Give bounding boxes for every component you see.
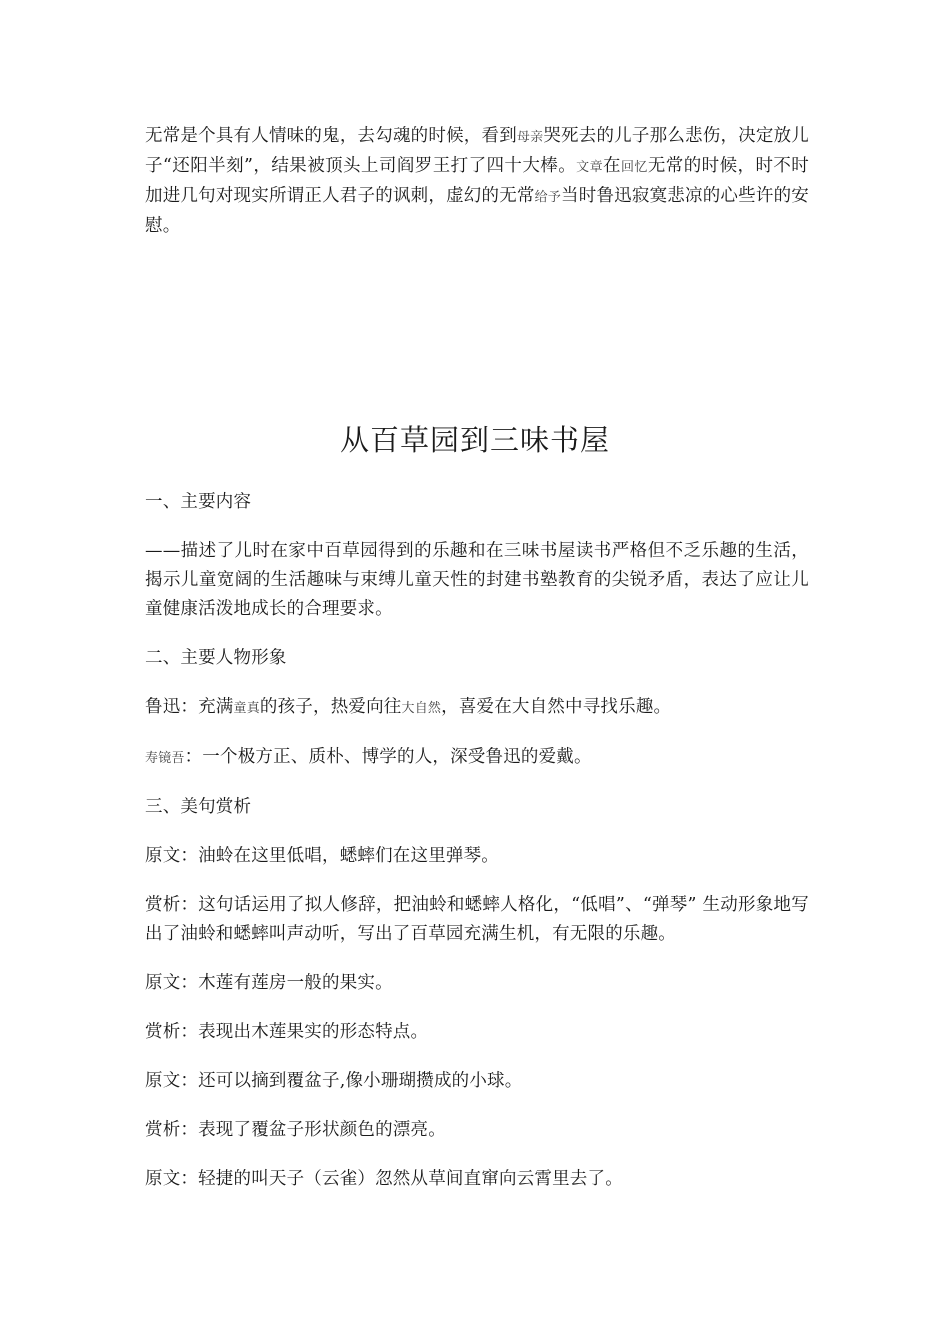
luxun-text-1: 鲁迅：充满 (145, 697, 234, 717)
intro-word-give: 给予 (534, 190, 562, 205)
luxun-text-3: ，喜爱在大自然中寻找乐趣。 (441, 697, 672, 717)
shoujingwu-name: 寿镜吾 (145, 751, 185, 766)
section-heading-sentence-analysis: 三、美句赏析 (145, 797, 252, 817)
intro-text-3: 在 (603, 156, 621, 176)
original-sentence-1: 原文：油蛉在这里低唱，蟋蟀们在这里弹琴。 (145, 846, 499, 866)
luxun-text-2: 的孩子，热爱向往 (259, 697, 402, 717)
luxun-word-nature: 大自然 (401, 701, 442, 716)
intro-text-1: 无常是个具有人情味的鬼，去勾魂的时候，看到 (145, 126, 517, 146)
character-luxun (145, 693, 809, 723)
section-heading-main-content: 一、主要内容 (145, 492, 252, 512)
analysis-1: 赏析：这句话运用了拟人修辞，把油蛉和蟋蟀人格化，“低唱”、“弹琴” 生动形象地写出了油蛉和蟋蟀叫声动听，写出了百草园充满生机，有无限的乐趣。 (145, 895, 809, 944)
document-title: 从百草园到三味书屋 (339, 423, 610, 457)
intro-text-2: 哭死去的儿子那么悲伤，决定放儿子“还阳半刻”，结果被顶头上司阎罗王打了四十大棒。 (145, 126, 809, 176)
intro-word-recall: 回忆 (620, 160, 648, 175)
luxun-word-innocence: 童真 (233, 701, 260, 716)
section-heading-characters: 二、主要人物形象 (145, 648, 287, 668)
shoujingwu-text: ：一个极方正、质朴、博学的人，深受鲁迅的爱戴。 (184, 747, 592, 767)
intro-word-mother: 母亲 (516, 130, 544, 145)
analysis-2: 赏析：表现出木莲果实的形态特点。 (145, 1022, 429, 1042)
analysis-3: 赏析：表现了覆盆子形状颜色的漂亮。 (145, 1120, 446, 1140)
character-shoujingwu (145, 743, 809, 773)
intro-word-article: 文章 (576, 160, 604, 175)
intro-text-5: 当时鲁迅寂寞悲凉的心些许的安慰。 (145, 186, 809, 236)
original-sentence-3: 原文：还可以摘到覆盆子,像小珊瑚攒成的小球。 (145, 1071, 523, 1091)
intro-paragraph (145, 122, 809, 241)
main-content-paragraph: ——描述了儿时在家中百草园得到的乐趣和在三味书屋读书严格但不乏乐趣的生活，揭示儿童宽阔的生活趣味与束缚儿童天性的封建书塾教育的尖锐矛盾，表达了应让儿童健康活泼地成长的合理要求。 (145, 541, 809, 619)
original-sentence-2: 原文：木莲有莲房一般的果实。 (145, 973, 393, 993)
original-sentence-4: 原文：轻捷的叫天子（云雀）忽然从草间直窜向云霄里去了。 (145, 1169, 623, 1189)
document-body (145, 488, 809, 1214)
intro-text-4: 无常的时候，时不时加进几句对现实所谓正人君子的讽刺，虚幻的无常 (145, 156, 810, 206)
